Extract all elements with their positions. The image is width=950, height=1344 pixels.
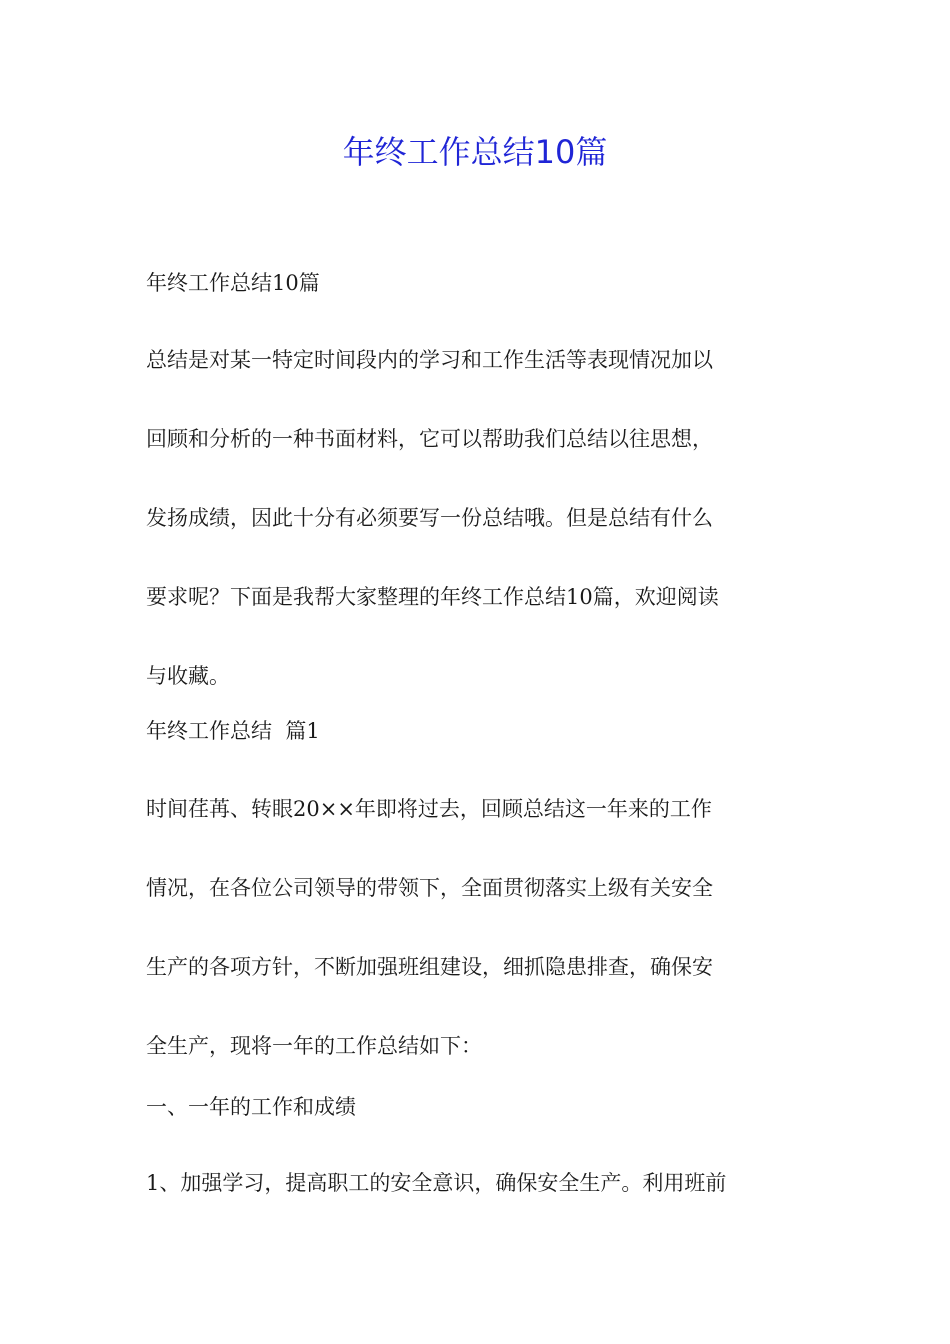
section-line: 全生产，现将一年的工作总结如下： bbox=[146, 1034, 482, 1058]
list-item-text: 1、加强学习，提高职工的安全意识，确保安全生产。利用班前 bbox=[146, 1171, 727, 1195]
intro-line: 发扬成绩，因此十分有必须要写一份总结哦。但是总结有什么 bbox=[146, 506, 713, 530]
section-heading bbox=[146, 718, 811, 797]
document-title: 年终工作总结10篇 bbox=[342, 133, 608, 171]
section-line: 情况，在各位公司领导的带领下，全面贯彻落实上级有关安全 bbox=[146, 876, 713, 900]
subtitle-line: 年终工作总结10篇 bbox=[146, 271, 320, 295]
section-heading-text: 年终工作总结 篇1 bbox=[146, 719, 320, 743]
intro-line: 与收藏。 bbox=[146, 664, 230, 688]
section-line: 时间荏苒、转眼20××年即将过去，回顾总结这一年来的工作 bbox=[146, 797, 712, 821]
list-item bbox=[146, 1170, 811, 1249]
subheading-text: 一、一年的工作和成绩 bbox=[146, 1095, 356, 1119]
intro-line: 要求呢？下面是我帮大家整理的年终工作总结10篇，欢迎阅读 bbox=[146, 585, 719, 609]
intro-paragraph bbox=[146, 347, 811, 742]
document-subtitle bbox=[146, 270, 811, 349]
subheading bbox=[146, 1094, 811, 1173]
intro-line: 回顾和分析的一种书面材料，它可以帮助我们总结以往思想， bbox=[146, 427, 713, 451]
section-paragraph bbox=[146, 796, 811, 1112]
section-line: 生产的各项方针，不断加强班组建设，细抓隐患排查，确保安 bbox=[146, 955, 713, 979]
intro-line: 总结是对某一特定时间段内的学习和工作生活等表现情况加以 bbox=[146, 348, 713, 372]
